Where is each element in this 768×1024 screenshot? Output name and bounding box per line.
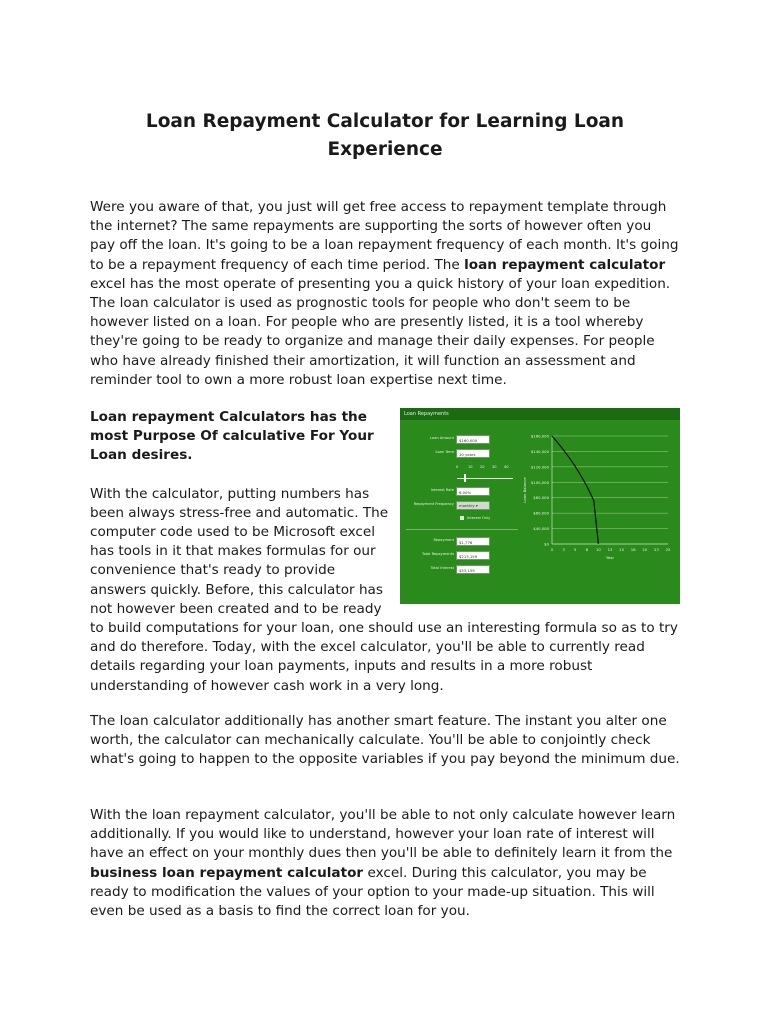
calculator-header: Loan Repayments [400,408,680,420]
calc-field-repayment [400,537,496,547]
term-slider-ticks [456,465,516,473]
chart-x-tick-label: 23 [653,547,659,552]
learning-bold-keyword: business loan repayment calculator [90,864,364,881]
calc-label: Total Repayments [422,552,454,556]
calc-value: $1,776 [456,537,490,546]
chart-x-tick-label: 18 [630,547,636,552]
smart-feature-paragraph: The loan calculator additionally has another smart feature. The instant you alter one worth, the calculator can mechanically calculate. You'll be able to conjointly check what's going to happen to the opposite variables if you pay beyond the minimum due. [90,713,680,768]
interest-only-checkbox [460,516,490,520]
calc-value: 10 years [456,449,490,458]
chart-y-tick-label: $40,000 [533,526,549,532]
slider-tick: 40 [504,465,509,469]
intro-bold-keyword: loan repayment calculator [464,256,666,273]
checkbox-icon [460,516,464,520]
chart-y-tick-label: $120,000 [530,464,549,470]
calc-label: Loan Term [435,450,454,454]
calc-select-value: monthly [459,503,475,508]
calculator-screenshot [400,408,680,604]
chart-y-tick-label: $60,000 [533,510,549,516]
calc-select: monthly ▾ [456,501,490,510]
checkbox-label: Interest Only [467,516,491,520]
calc-value: $53,159 [456,565,490,574]
calc-label: Repayment [433,538,454,542]
calc-label: Total Interest [430,566,454,570]
learning-paragraph [90,806,680,921]
calc-field-loan-amount [400,435,496,445]
calc-field-frequency [400,501,496,511]
chart-x-tick-label: 3 [562,547,565,552]
section-subheading: Loan repayment Calculators has the most Purpose Of calculative For Your Loan desires. [90,409,374,464]
chart-y-tick-label: $80,000 [533,495,549,501]
slider-tick: 30 [492,465,497,469]
chart-balance-line [552,436,598,544]
calc-label: Repayment Frequency [413,502,454,506]
chart-x-tick-label: 13 [607,547,613,552]
chart-x-tick-label: 20 [642,547,648,552]
calc-field-total-repayments [400,551,496,561]
calc-field-interest-rate [400,487,496,497]
learning-text-1: With the loan repayment calculator, you'll be able to not only calculate however learn additionally. If you would like to understand, however your loan rate of interest will have an effect on your monthly dues then you'll be able to definitely learn it from the [90,807,676,862]
intro-paragraph [90,198,680,390]
chart-y-tick-label: $140,000 [530,448,549,454]
loan-balance-chart [518,428,678,578]
calc-label: Interest Rate [430,488,454,492]
term-slider-knob [464,474,466,482]
chart-x-tick-label: 0 [550,547,554,552]
learning-text-2: excel. During this calculator, you may be ready to modification the values of your option to your made-up situation. This will even be used as a basis to find the correct loan for you. [90,864,655,920]
chart-y-axis-label: Loan Balance [522,477,527,503]
chart-x-axis-label: Year [605,555,615,560]
chart-x-tick-label: 5 [573,547,577,552]
calc-divider [406,529,518,530]
chart-x-tick-label: 10 [595,547,601,552]
chart-x-tick-label: 8 [585,547,589,552]
chart-y-tick-label: $0 [544,541,549,547]
calc-label: Loan Amount [430,436,454,440]
slider-tick: 10 [468,465,473,469]
intro-text-1: Were you aware of that, you just will get free access to repayment template through the internet? The same repayments are supporting the sorts of however often you pay off the loan. It's going to be a loan repayment frequency of each month. It's going to be a repayment frequency of each time period. The [90,199,679,273]
calc-value: 6.00% [456,487,490,496]
intro-text-2: excel has the most operate of presenting you a quick history of your loan expedition. The loan calculator is used as prognostic tools for people who don't seem to be however listed on a loan. For people who are presently listed, it is a tool whereby they're going to be ready to organize and manage their daily expenses. For people who have already finished their amortization, it will function an assessment and reminder tool to own a more robust loan expertise next time. [90,275,671,388]
calculator-paragraph: With the calculator, putting numbers has been always stress-free and automatic. The computer code used to be Microsoft excel has tools in it that makes formulas for our convenience that's ready to provide answers quickly. Before, this calculator has not however been created and to be ready to build computations for your loan, one should use an interesting formula so as to try and do therefore. Today, with the excel calculator, you'll be able to currently read details regarding your loan payments, inputs and results in a more robust understanding of however cash work in a very long. [90,485,678,694]
chart-y-tick-label: $160,000 [530,433,549,439]
chart-x-tick-label: 15 [619,547,625,552]
calc-value: $213,159 [456,551,490,560]
slider-tick: 20 [480,465,485,469]
chart-x-tick-label: 25 [665,547,671,552]
calc-field-total-interest [400,565,496,575]
calc-field-loan-term [400,449,496,459]
slider-tick: 0 [456,465,459,469]
chart-y-tick-label: $100,000 [530,479,549,485]
calc-value: $160,000 [456,435,490,444]
loan-calculator-image [400,408,680,604]
page-title: Loan Repayment Calculator for Learning Loan Experience [145,111,625,160]
calculator-section [90,408,680,696]
